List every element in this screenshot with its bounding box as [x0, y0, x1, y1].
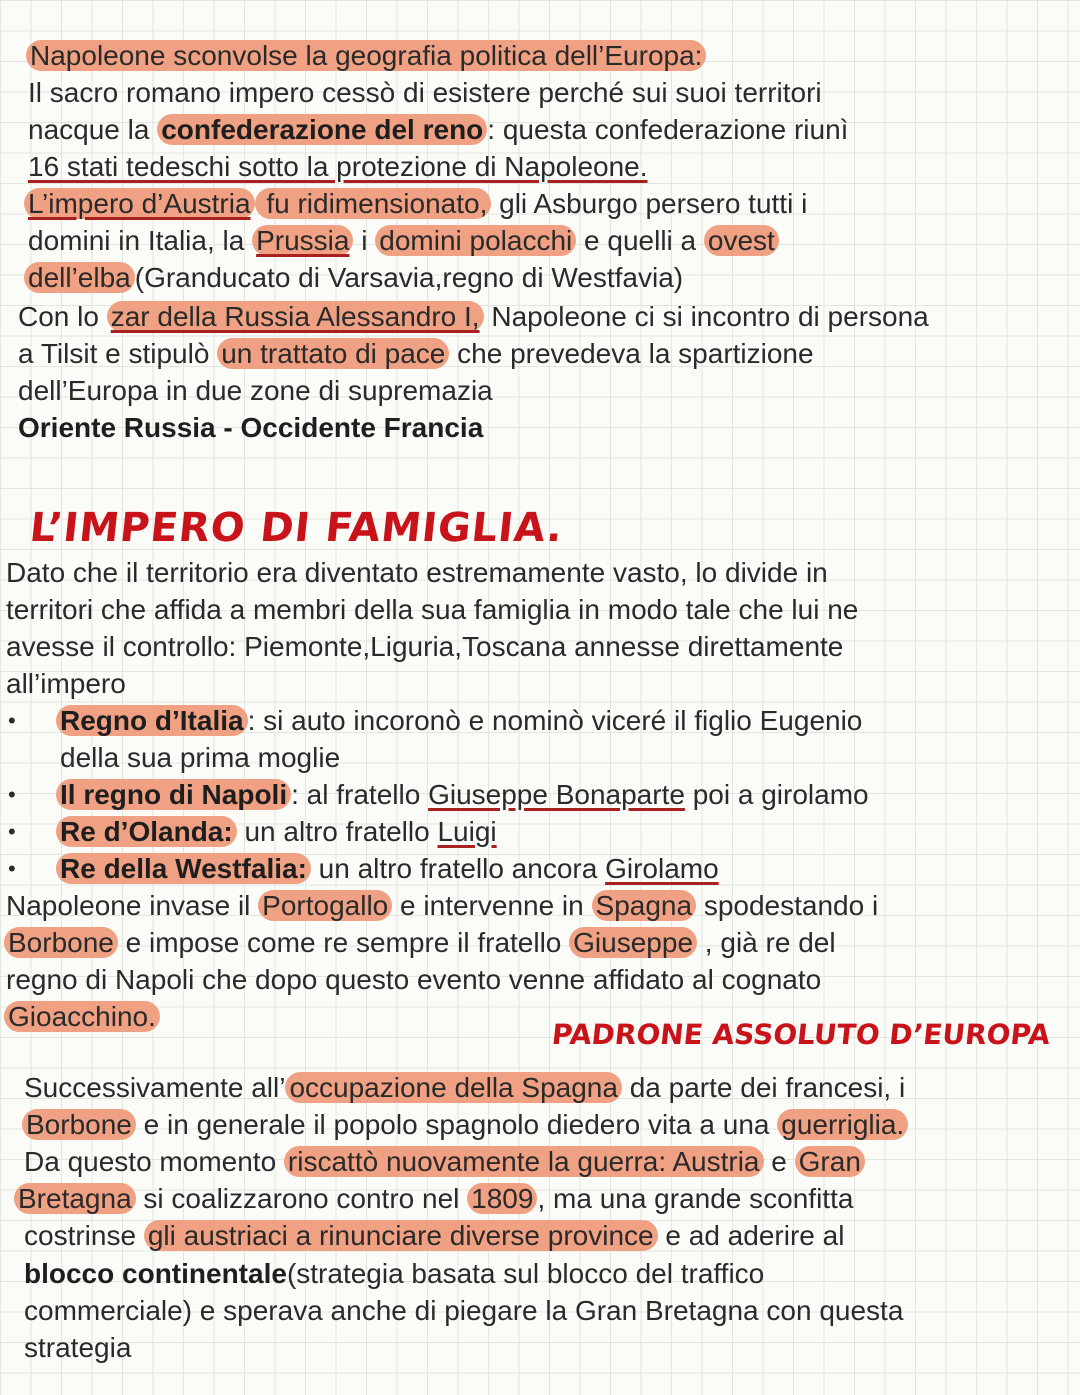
bullet-regno-napoli: Il regno di Napoli : al fratello Giuseppe Bonaparte poi a girolamo [56, 777, 869, 813]
s1-line-11: Oriente Russia - Occidente Francia [18, 412, 484, 443]
bullet-1: • [8, 708, 16, 733]
bullet-re-westfalia: Re della Westfalia: un altro fratello ancora Girolamo [56, 851, 719, 887]
bullet-regno-italia: Regno d’Italia : si auto incoronò e nominò viceré il figlio Eugenio [56, 703, 862, 739]
s3-line-3: Da questo momento riscattò nuovamente la guerra: Austria e Gran [24, 1144, 865, 1180]
s1-line-6: domini in Italia, la Prussia i domini polacchi e quelli a ovest [28, 223, 779, 259]
s3-line-4: Bretagna si coalizzarono contro nel 1809 , ma una grande sconfitta [14, 1181, 853, 1217]
s2-napoleone-line-4: Gioacchino. [4, 999, 160, 1035]
s2-para-line-4: all’impero [6, 668, 126, 699]
s2-para-line-1: Dato che il territorio era diventato estremamente vasto, lo divide in [6, 557, 828, 588]
bullet-4: • [8, 856, 16, 881]
s3-line-8: strategia [24, 1332, 132, 1363]
section-title-impero-di-famiglia: L’IMPERO DI FAMIGLIA. [27, 505, 566, 551]
s1-line-2: Il sacro romano impero cessò di esistere perché sui suoi territori [28, 77, 822, 108]
s2-napoleone-line-1: Napoleone invase il Portogallo e intervenne in Spagna spodestando i [6, 890, 879, 921]
s3-line-5: costrinse gli austriaci a rinunciare diverse province e ad aderire al [24, 1220, 845, 1251]
s2-para-line-3: avesse il controllo: Piemonte,Liguria,Toscana annesse direttamente [6, 631, 844, 662]
s3-line-6: blocco continentale(strategia basata sul blocco del traffico [24, 1258, 765, 1289]
s1-line-4: 16 stati tedeschi sotto la protezione di Napoleone. [28, 151, 648, 182]
s3-line-1: Successivamente all’ occupazione della Spagna da parte dei francesi, i [24, 1072, 906, 1103]
s1-line-9: a Tilsit e stipulò un trattato di pace che prevedeva la spartizione [18, 338, 814, 369]
bullet-regno-italia-cont: della sua prima moglie [60, 742, 341, 773]
s3-line-7: commerciale) e sperava anche di piegare la Gran Bretagna con questa [24, 1295, 904, 1326]
section-title-padrone-assoluto: PADRONE ASSOLUTO D’EUROPA [550, 1018, 1052, 1051]
s2-napoleone-line-2: Borbone e impose come re sempre il fratello Giuseppe , già re del [4, 925, 836, 961]
s2-napoleone-line-3: regno di Napoli che dopo questo evento venne affidato al cognato [6, 964, 822, 995]
s1-line-3: nacque la confederazione del reno : questa confederazione riunì [28, 114, 849, 145]
s1-line-7: dell’elba (Granducato di Varsavia,regno di Westfavia) [24, 260, 683, 296]
bullet-re-olanda: Re d’Olanda: un altro fratello Luigi [56, 814, 497, 850]
s3-line-2: Borbone e in generale il popolo spagnolo diedero vita a una guerriglia. [22, 1107, 908, 1143]
s1-line-1: Napoleone sconvolse la geografia politica dell’Europa: [26, 38, 706, 74]
bullet-2: • [8, 782, 16, 807]
s2-para-line-2: territori che affida a membri della sua famiglia in modo tale che lui ne [6, 594, 859, 625]
s1-line-8: Con lo zar della Russia Alessandro I, Napoleone ci si incontro di persona [18, 301, 929, 332]
s1-line-5: L’impero d’Austria fu ridimensionato, gli Asburgo persero tutti i [24, 186, 807, 222]
s1-line-10: dell’Europa in due zone di supremazia [18, 375, 493, 406]
bullet-3: • [8, 819, 16, 844]
